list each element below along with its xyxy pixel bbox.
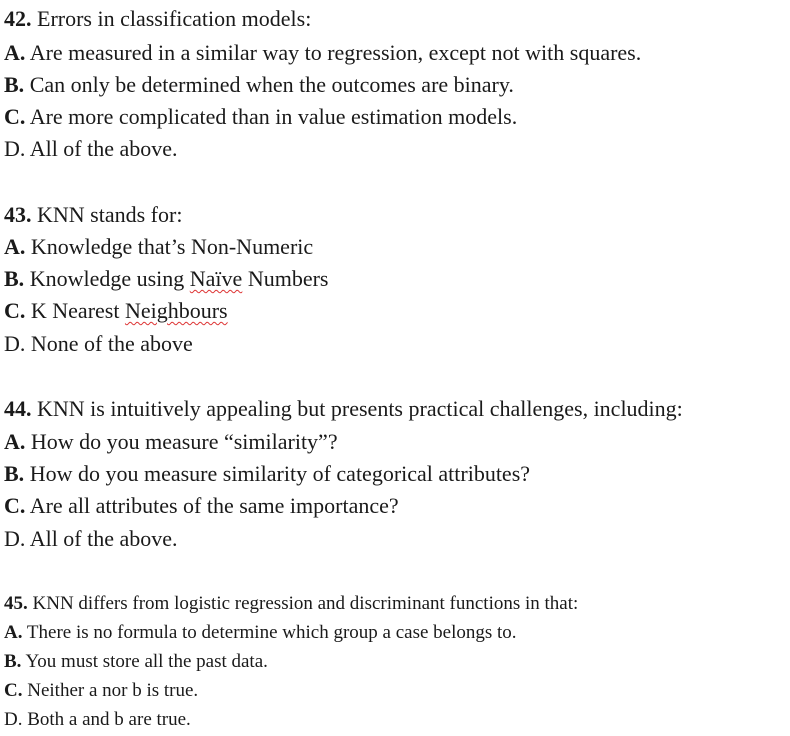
question-text: Errors in classification models: [37,6,312,31]
option-b [4,266,328,292]
option-text: Are measured in a similar way to regression, except not with squares. [29,40,642,65]
question-stem [4,593,578,615]
option-letter: D. [4,526,26,551]
option-text: All of the above. [29,526,178,551]
option-text: All of the above. [29,136,178,161]
question-text: KNN is intuitively appealing but presents practical challenges, including: [37,396,683,421]
option-text: Neither a nor b is true. [27,680,199,701]
option-text: Are more complicated than in value estimation models. [29,104,518,129]
option-text: Are all attributes of the same importance? [29,493,399,518]
question-stem [4,396,683,422]
question-text: KNN stands for: [37,202,183,227]
option-a [4,40,641,66]
option-b [4,72,514,98]
question-stem [4,6,311,32]
option-text: Knowledge that’s Non-Numeric [30,234,314,259]
option-text: How do you measure similarity of categorical attributes? [29,461,531,486]
option-text: There is no formula to determine which group a case belongs to. [26,622,517,643]
option-text: You must store all the past data. [25,651,268,672]
option-letter: B. [4,651,22,672]
option-b [4,461,530,487]
option-c [4,298,228,324]
option-letter: C. [4,680,23,701]
option-letter: D. [4,136,26,161]
option-letter: B. [4,72,25,97]
question-stem [4,202,182,228]
option-d [4,526,178,552]
option-letter: D. [4,709,23,730]
option-d [4,709,191,731]
spellcheck-flagged-word: Neighbours [124,298,228,323]
option-letter: A. [4,40,26,65]
question-number: 45. [4,593,28,614]
option-text: None of the above [30,331,193,356]
option-a [4,429,338,455]
option-text: Can only be determined when the outcomes are binary. [29,72,514,97]
option-letter: C. [4,104,26,129]
option-text: K Nearest [30,298,125,323]
option-text: Both a and b are true. [27,709,191,730]
option-letter: C. [4,493,26,518]
option-c [4,680,198,702]
option-letter: B. [4,461,25,486]
option-a [4,234,313,260]
option-letter: A. [4,234,26,259]
option-d [4,136,178,162]
option-letter: A. [4,429,26,454]
option-text: Knowledge using [29,266,190,291]
question-number: 43. [4,202,32,227]
option-c [4,104,517,130]
option-letter: B. [4,266,25,291]
option-letter: D. [4,331,26,356]
option-a [4,622,517,644]
option-c [4,493,399,519]
question-text: KNN differs from logistic regression and discriminant functions in that: [32,593,579,614]
question-number: 42. [4,6,32,31]
option-text: How do you measure “similarity”? [30,429,338,454]
question-number: 44. [4,396,32,421]
option-letter: C. [4,298,26,323]
option-d [4,331,193,357]
option-text: Numbers [242,266,329,291]
option-letter: A. [4,622,23,643]
option-b [4,651,268,673]
spellcheck-flagged-word: Naïve [189,266,243,291]
